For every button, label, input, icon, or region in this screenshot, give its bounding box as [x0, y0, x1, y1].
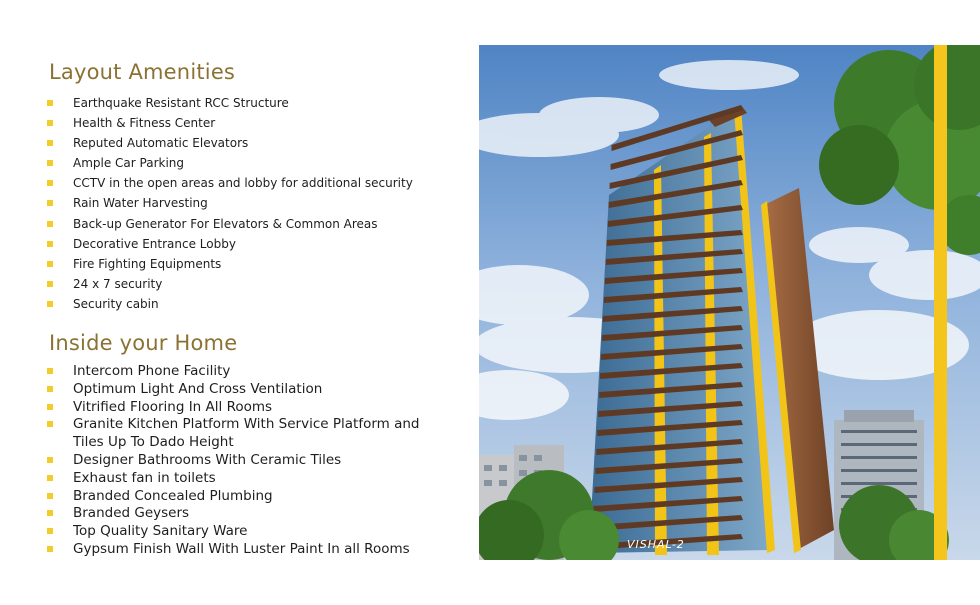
- layout-amenity-item: [47, 115, 447, 135]
- layout-amenity-item: [47, 155, 447, 175]
- home-feature-item: [47, 381, 427, 399]
- home-feature-item: [47, 363, 427, 381]
- home-feature-item-text: Branded Geysers: [73, 505, 190, 522]
- bullet-square-icon: [47, 368, 53, 374]
- building-sign: VISHAL-2: [627, 538, 685, 551]
- bullet-square-icon: [47, 546, 53, 552]
- building-photo: [479, 45, 980, 560]
- layout-amenity-item-text: CCTV in the open areas and lobby for additional security: [73, 176, 413, 191]
- layout-amenity-item: [47, 296, 447, 316]
- layout-amenity-item: [47, 175, 447, 195]
- layout-amenity-item: [47, 236, 447, 256]
- layout-amenity-item-text: Earthquake Resistant RCC Structure: [73, 96, 289, 110]
- layout-amenity-item: [47, 95, 447, 115]
- layout-amenities-heading: Layout Amenities: [49, 60, 236, 84]
- bullet-square-icon: [47, 457, 53, 463]
- layout-amenities-list: [47, 95, 447, 316]
- home-feature-item-text: Optimum Light And Cross Ventilation: [73, 380, 323, 397]
- home-feature-item-text: Exhaust fan in toilets: [73, 469, 216, 486]
- bullet-square-icon: [47, 421, 53, 427]
- home-feature-item-text: Branded Concealed Plumbing: [73, 487, 273, 504]
- bullet-square-icon: [47, 100, 53, 106]
- layout-amenity-item: [47, 256, 447, 276]
- home-feature-item-text: Vitrified Flooring In All Rooms: [73, 398, 273, 415]
- bullet-square-icon: [47, 180, 53, 186]
- bullet-square-icon: [47, 510, 53, 516]
- home-feature-item: [47, 541, 427, 559]
- bullet-square-icon: [47, 301, 53, 307]
- layout-amenity-item: [47, 276, 447, 296]
- inside-home-list: [47, 363, 427, 559]
- home-feature-item: [47, 488, 427, 506]
- home-feature-item: [47, 399, 427, 417]
- layout-amenity-item-text: Back-up Generator For Elevators & Common Areas: [73, 216, 378, 231]
- layout-amenity-item-text: Fire Fighting Equipments: [73, 256, 222, 271]
- home-feature-item-text: Intercom Phone Facility: [73, 363, 231, 379]
- layout-amenity-item-text: Reputed Automatic Elevators: [73, 136, 249, 151]
- bullet-square-icon: [47, 120, 53, 126]
- home-feature-item: [47, 470, 427, 488]
- bullet-square-icon: [47, 404, 53, 410]
- home-feature-item-text: Top Quality Sanitary Ware: [73, 523, 248, 540]
- bullet-square-icon: [47, 221, 53, 227]
- home-feature-item: [47, 523, 427, 541]
- bullet-square-icon: [47, 200, 53, 206]
- gold-accent-bar: [934, 45, 947, 560]
- home-feature-item-text: Gypsum Finish Wall With Luster Paint In all Rooms: [73, 540, 410, 557]
- layout-amenity-item-text: 24 x 7 security: [73, 276, 163, 291]
- bullet-square-icon: [47, 493, 53, 499]
- bullet-square-icon: [47, 241, 53, 247]
- layout-amenity-item-text: Decorative Entrance Lobby: [73, 236, 236, 251]
- home-feature-item: [47, 505, 427, 523]
- layout-amenity-item: [47, 216, 447, 236]
- bullet-square-icon: [47, 281, 53, 287]
- bullet-square-icon: [47, 475, 53, 481]
- home-feature-item-text: Designer Bathrooms With Ceramic Tiles: [73, 451, 342, 468]
- layout-amenity-item: [47, 135, 447, 155]
- home-feature-item: [47, 452, 427, 470]
- bullet-square-icon: [47, 261, 53, 267]
- layout-amenity-item: [47, 195, 447, 215]
- layout-amenity-item-text: Security cabin: [73, 296, 159, 311]
- layout-amenity-item-text: Health & Fitness Center: [73, 116, 216, 131]
- layout-amenity-item-text: Ample Car Parking: [73, 156, 185, 171]
- amenities-panel: [0, 0, 470, 605]
- bullet-square-icon: [47, 386, 53, 392]
- bullet-square-icon: [47, 140, 53, 146]
- bullet-square-icon: [47, 160, 53, 166]
- home-feature-item-text: Granite Kitchen Platform With Service Platform and Tiles Up To Dado Height: [73, 416, 420, 451]
- home-feature-item: [47, 416, 427, 452]
- inside-home-heading: Inside your Home: [49, 331, 238, 355]
- bullet-square-icon: [47, 528, 53, 534]
- layout-amenity-item-text: Rain Water Harvesting: [73, 196, 208, 211]
